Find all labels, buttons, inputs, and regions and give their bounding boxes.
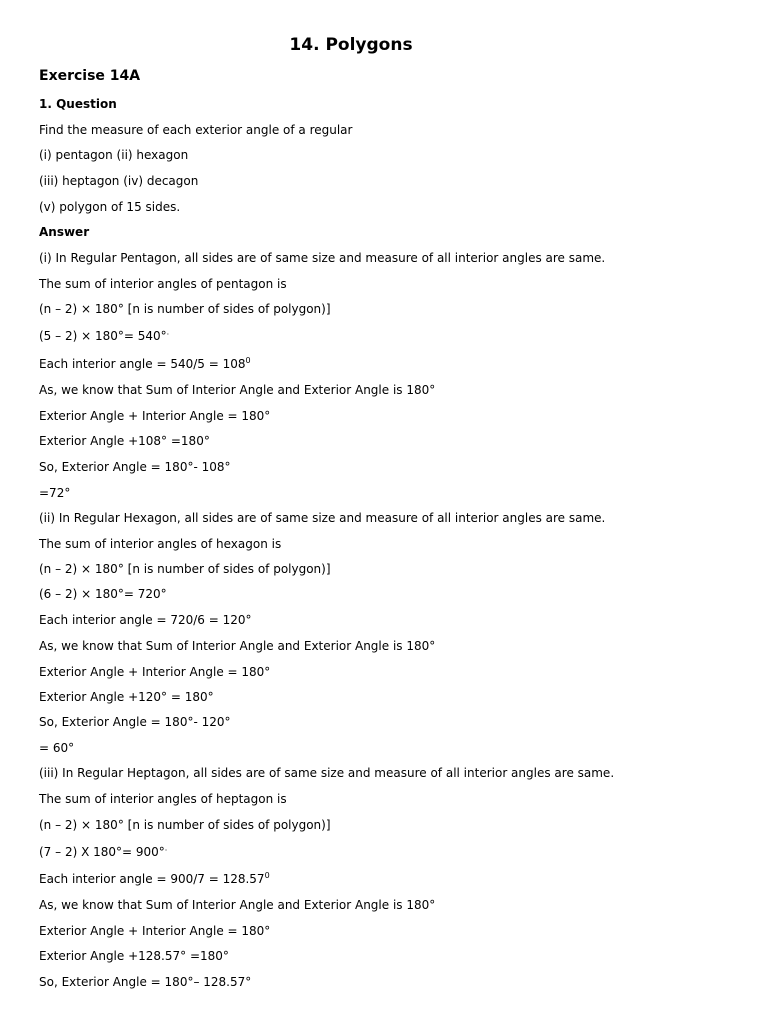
exercise-heading: Exercise 14A [39, 68, 141, 84]
answer-line [39, 871, 270, 887]
answer-line: (iii) In Regular Heptagon, all sides are of same size and measure of all interior angles are same. [39, 766, 615, 780]
answer-line: The sum of interior angles of hexagon is [39, 537, 282, 551]
answer-line-main: Each interior angle = 900/7 = 128.57 [39, 872, 265, 886]
degree-superscript: 0 [264, 871, 270, 880]
answer-line: (ii) In Regular Hexagon, all sides are of same size and measure of all interior angles are same. [39, 511, 606, 525]
answer-line: So, Exterior Angle = 180°– 128.57° [39, 975, 252, 989]
answer-line: As, we know that Sum of Interior Angle and Exterior Angle is 180° [39, 639, 436, 653]
answer-line-main: Each interior angle = 540/5 = 108 [39, 357, 246, 371]
answer-line: (n – 2) × 180° [n is number of sides of polygon)] [39, 302, 331, 316]
answer-line: Exterior Angle +108° =180° [39, 434, 210, 448]
document-title: 14. Polygons [289, 35, 413, 55]
answer-line: The sum of interior angles of heptagon is [39, 792, 287, 806]
question-text: Find the measure of each exterior angle of a regular [39, 123, 353, 137]
dot-mark: · [164, 846, 168, 855]
answer-line: As, we know that Sum of Interior Angle and Exterior Angle is 180° [39, 383, 436, 397]
question-text: (i) pentagon (ii) hexagon [39, 148, 189, 162]
answer-line: (n – 2) × 180° [n is number of sides of polygon)] [39, 562, 331, 576]
answer-heading: Answer [39, 225, 90, 239]
answer-line: So, Exterior Angle = 180°- 108° [39, 460, 231, 474]
answer-line [39, 328, 169, 344]
answer-line: Each interior angle = 720/6 = 120° [39, 613, 252, 627]
dot-mark: · [166, 330, 170, 339]
answer-line: Exterior Angle +120° = 180° [39, 690, 214, 704]
answer-line-main: (7 – 2) X 180°= 900° [39, 845, 165, 859]
answer-line: As, we know that Sum of Interior Angle and Exterior Angle is 180° [39, 898, 436, 912]
answer-line: Exterior Angle + Interior Angle = 180° [39, 924, 271, 938]
answer-line [39, 844, 167, 860]
question-heading: 1. Question [39, 97, 117, 111]
answer-line: Exterior Angle + Interior Angle = 180° [39, 665, 271, 679]
answer-line: =72° [39, 486, 71, 500]
answer-line: (n – 2) × 180° [n is number of sides of polygon)] [39, 818, 331, 832]
answer-line: = 60° [39, 741, 75, 755]
answer-line: Exterior Angle +128.57° =180° [39, 949, 229, 963]
answer-line: (i) In Regular Pentagon, all sides are of same size and measure of all interior angles are same. [39, 251, 606, 265]
answer-line: (6 – 2) × 180°= 720° [39, 587, 167, 601]
answer-line: Exterior Angle + Interior Angle = 180° [39, 409, 271, 423]
answer-line: So, Exterior Angle = 180°- 120° [39, 715, 231, 729]
question-text: (iii) heptagon (iv) decagon [39, 174, 199, 188]
degree-superscript: 0 [245, 356, 251, 365]
question-text: (v) polygon of 15 sides. [39, 200, 181, 214]
answer-line-main: (5 – 2) × 180°= 540° [39, 329, 167, 343]
answer-line: The sum of interior angles of pentagon is [39, 277, 287, 291]
answer-line [39, 356, 251, 372]
